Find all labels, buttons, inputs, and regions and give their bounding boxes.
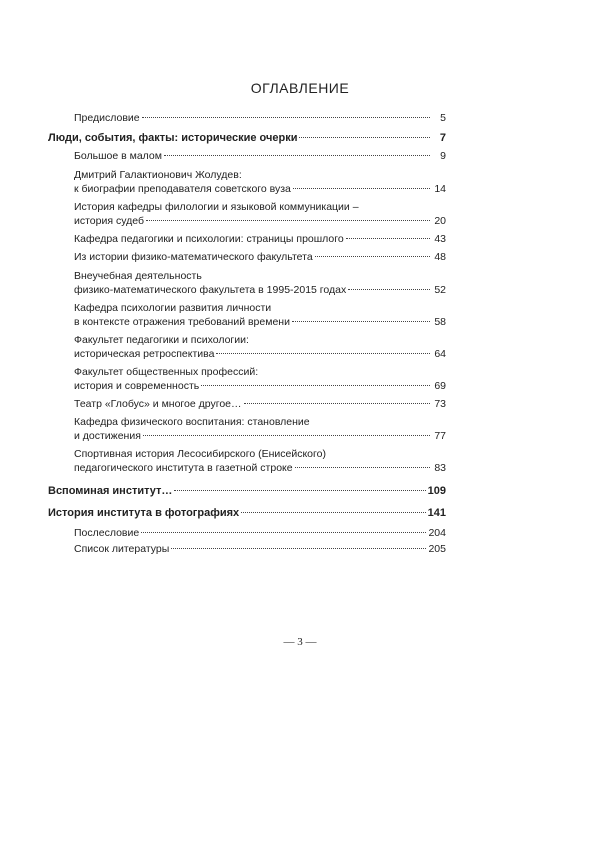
dot-leader (201, 385, 430, 386)
dot-leader (346, 238, 430, 239)
toc-entry-title-line: Факультет общественных профессий: (74, 366, 259, 378)
dot-leader (292, 321, 430, 322)
toc-page-number: 52 (434, 284, 446, 296)
toc-page-number: 141 (427, 507, 446, 519)
toc-page-number: 204 (428, 527, 446, 539)
toc-entry[interactable] (48, 131, 446, 145)
toc-entry-title: Люди, события, факты: исторические очерки (48, 132, 298, 144)
toc-page-number: 58 (434, 316, 446, 328)
dot-leader (174, 490, 425, 491)
toc-entry-title: Кафедра педагогики и психологии: страницы прошлого (74, 233, 344, 245)
dot-leader (348, 289, 430, 290)
toc-entry[interactable] (48, 111, 446, 125)
toc-entry-title: Театр «Глобус» и многое другое… (74, 398, 242, 410)
dot-leader (293, 188, 430, 189)
toc-entry-title-line: Спортивная история Лесосибирского (Енисейского) (74, 448, 326, 460)
toc-page-number: 20 (434, 215, 446, 227)
toc-entry[interactable] (48, 447, 446, 475)
toc-entry[interactable] (48, 168, 446, 196)
toc-entry[interactable] (48, 301, 446, 329)
page-number: — 3 — (283, 636, 317, 648)
toc-entry[interactable] (48, 397, 446, 411)
toc-entry-title-line: Внеучебная деятельность (74, 270, 202, 282)
toc-page-number: 48 (434, 251, 446, 263)
toc-entry-title: Вспоминая институт… (48, 485, 173, 497)
toc-page-number: 69 (434, 380, 446, 392)
toc-entry-title: Из истории физико-математического факультета (74, 251, 313, 263)
toc-entry-title: в контексте отражения требований времени (74, 316, 290, 328)
dot-leader (142, 117, 430, 118)
toc-entry-title: к биографии преподавателя советского вуза (74, 183, 291, 195)
toc-entry-title: Большое в малом (74, 150, 162, 162)
toc-entry[interactable] (48, 269, 446, 297)
dot-leader (216, 353, 430, 354)
dot-leader (295, 467, 430, 468)
toc-entry-title: и достижения (74, 430, 141, 442)
toc-entry[interactable] (48, 484, 446, 498)
toc-page-number: 109 (427, 485, 446, 497)
toc-list (48, 111, 446, 556)
toc-entry[interactable] (48, 542, 446, 556)
toc-page-number: 83 (434, 462, 446, 474)
toc-entry-title: физико-математического факультета в 1995-2015 годах (74, 284, 347, 296)
toc-page-number: 9 (440, 150, 446, 162)
toc-entry[interactable] (48, 200, 446, 228)
toc-entry-title-line: Дмитрий Галактионович Жолудев: (74, 169, 242, 181)
toc-entry[interactable] (48, 415, 446, 443)
toc-entry[interactable] (48, 232, 446, 246)
toc-entry-title: Список литературы (74, 543, 170, 555)
toc-entry-title: историческая ретроспектива (74, 348, 215, 360)
toc-page-number: 205 (428, 543, 446, 555)
toc-entry[interactable] (48, 506, 446, 520)
dot-leader (164, 155, 430, 156)
toc-entry[interactable] (48, 365, 446, 393)
toc-heading: ОГЛАВЛЕНИЕ (250, 80, 350, 96)
toc-entry[interactable] (48, 333, 446, 361)
dot-leader (315, 256, 430, 257)
toc-entry[interactable] (48, 149, 446, 163)
toc-entry-title: история судеб (74, 215, 144, 227)
toc-entry-title-line: Кафедра физического воспитания: становление (74, 416, 310, 428)
toc-page-number: 14 (434, 183, 446, 195)
dot-leader (141, 532, 426, 533)
toc-page-number: 5 (440, 112, 446, 124)
dot-leader (143, 435, 430, 436)
dot-leader (171, 548, 426, 549)
toc-entry-title: история и современность (74, 380, 200, 392)
toc-entry-title: Послесловие (74, 527, 140, 539)
toc-page-number: 77 (434, 430, 446, 442)
toc-entry[interactable] (48, 526, 446, 540)
toc-entry-title-line: История кафедры филологии и языковой коммуникации – (74, 201, 359, 213)
dot-leader (241, 512, 426, 513)
toc-page-number: 73 (434, 398, 446, 410)
toc-entry[interactable] (48, 250, 446, 264)
toc-page-number: 7 (439, 132, 446, 144)
toc-entry-title: педагогического института в газетной строке (74, 462, 293, 474)
toc-entry-title: Предисловие (74, 112, 140, 124)
toc-entry-title: История института в фотографиях (48, 507, 240, 519)
dot-leader (244, 403, 431, 404)
toc-entry-title-line: Кафедра психологии развития личности (74, 302, 272, 314)
toc-page-number: 64 (434, 348, 446, 360)
toc-entry-title-line: Факультет педагогики и психологии: (74, 334, 249, 346)
toc-page-number: 43 (434, 233, 446, 245)
dot-leader (299, 137, 430, 138)
dot-leader (146, 220, 430, 221)
